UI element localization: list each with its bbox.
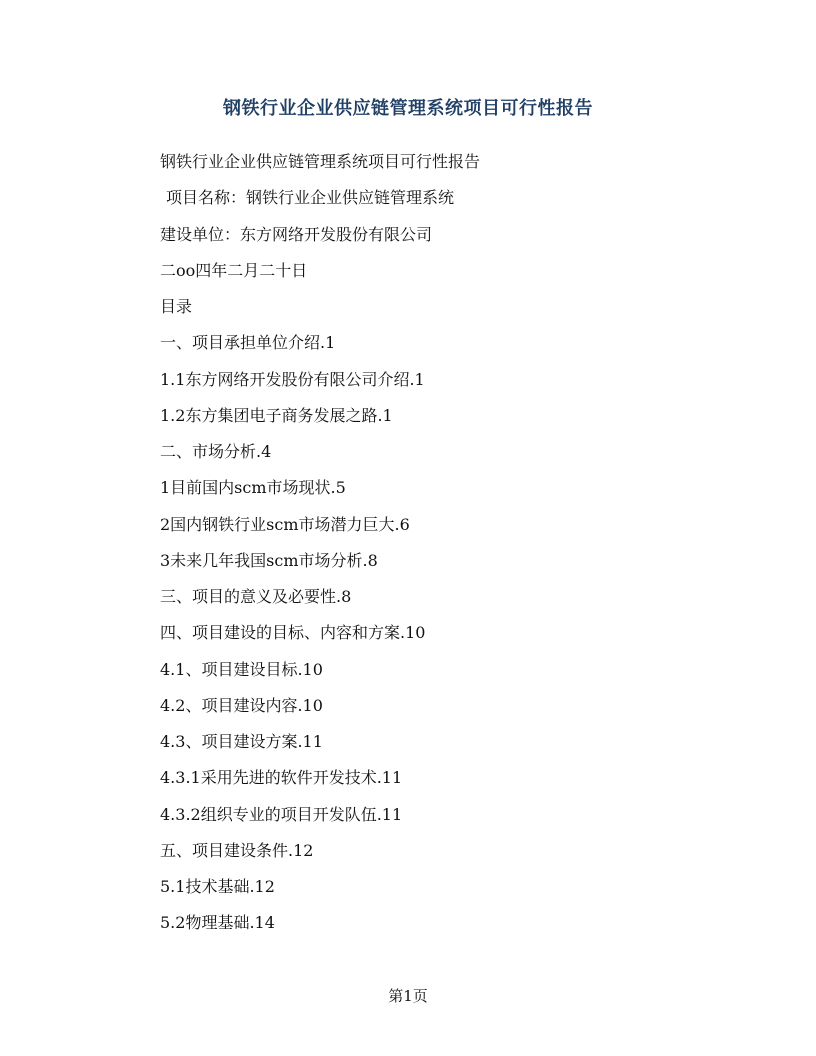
toc-entry: 4.3、项目建设方案.11 — [160, 732, 323, 751]
toc-entry: 4.3.2组织专业的项目开发队伍.11 — [160, 804, 403, 824]
toc-entry: 5.2物理基础.14 — [160, 913, 275, 933]
document-body — [160, 144, 760, 942]
construction-unit-line: 建设单位：东方网络开发股份有限公司 — [160, 224, 433, 244]
toc-entry: 4.3.1采用先进的软件开发技术.11 — [160, 768, 403, 788]
toc-heading: 目录 — [160, 297, 193, 316]
toc-entry: 一、项目承担单位介绍.1 — [160, 333, 336, 353]
project-name-line: 项目名称：钢铁行业企业供应链管理系统 — [166, 188, 455, 208]
report-title-line: 钢铁行业企业供应链管理系统项目可行性报告 — [160, 152, 481, 171]
toc-entry: 1.2东方集团电子商务发展之路.1 — [160, 405, 393, 425]
toc-entry: 4.2、项目建设内容.10 — [160, 695, 323, 715]
toc-entry: 四、项目建设的目标、内容和方案.10 — [160, 623, 426, 643]
toc-entry: 4.1、项目建设目标.10 — [160, 659, 323, 679]
toc-entry: 1.1东方网络开发股份有限公司介绍.1 — [160, 369, 425, 389]
toc-entry: 2国内钢铁行业scm市场潜力巨大.6 — [160, 514, 410, 534]
toc-entry: 3未来几年我国scm市场分析.8 — [160, 550, 378, 570]
date-line: 二oo四年二月二十日 — [160, 260, 308, 280]
toc-entry: 五、项目建设条件.12 — [160, 840, 314, 860]
page-number: 第1页 — [388, 987, 428, 1005]
toc-entry: 二、市场分析.4 — [160, 442, 272, 461]
toc-entry: 5.1技术基础.12 — [160, 877, 275, 896]
toc-entry: 1目前国内scm市场现状.5 — [160, 478, 346, 498]
document-title: 钢铁行业企业供应链管理系统项目可行性报告 — [223, 98, 593, 119]
toc-entry: 三、项目的意义及必要性.8 — [160, 587, 352, 606]
